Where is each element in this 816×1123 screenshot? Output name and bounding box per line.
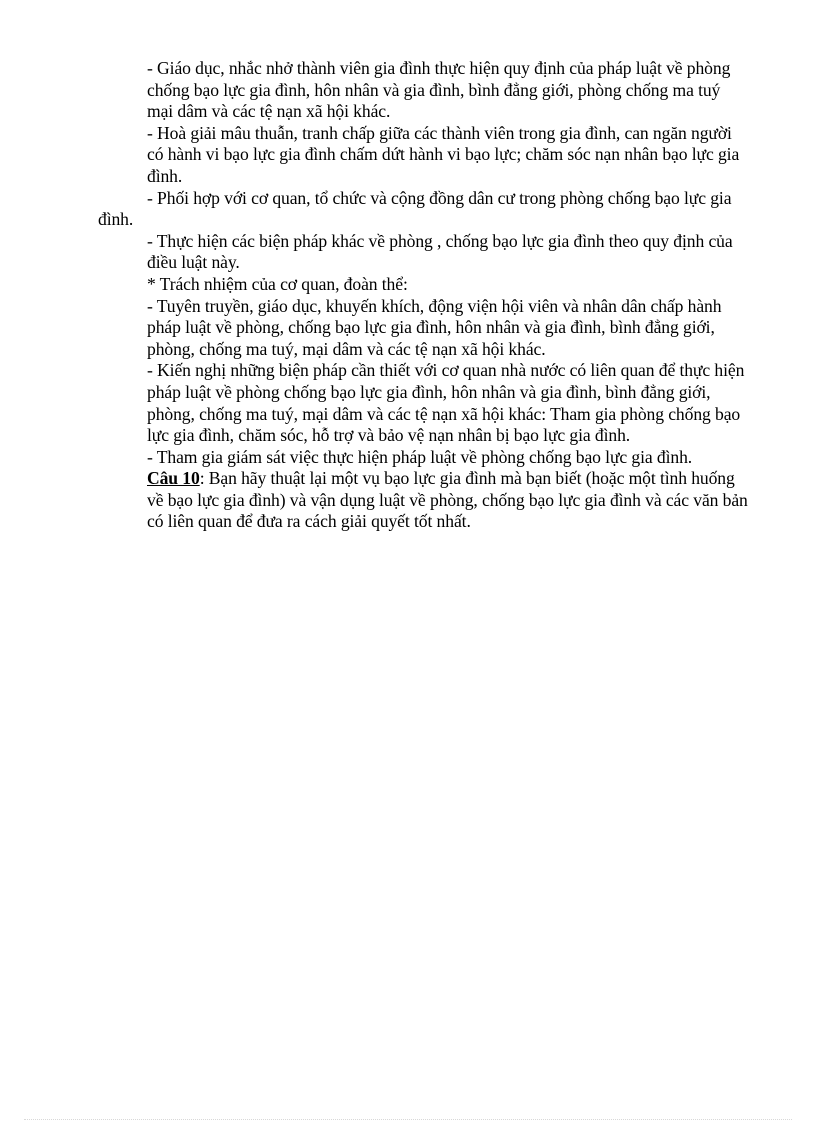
paragraph-propaganda: - Tuyên truyền, giáo dục, khuyến khích, động viện hội viên và nhân dân chấp hành pháp luật về phòng, chống bạo lực gia đình, hôn nhân và gia đình, bình đẳng giới, phòng, chống ma tuý, mại dâm và các tệ nạn xã hội khác.: [147, 295, 722, 359]
section-heading-agency-responsibility: * Trách nhiệm của cơ quan, đoàn thể:: [147, 273, 408, 294]
paragraph-education: - Giáo dục, nhắc nhở thành viên gia đình thực hiện quy định của pháp luật về phòng chống bạo lực gia đình, hôn nhân và gia đình, bình đẳng giới, phòng chống ma tuý mại dâm và các tệ nạn xã hội khác.: [147, 58, 731, 122]
paragraph-coordination: - Phối hợp với cơ quan, tổ chức và cộng đồng dân cư trong phòng chống bạo lực gia đình.: [98, 187, 732, 230]
question-paragraph: [98, 468, 748, 533]
paragraph-other-measures: - Thực hiện các biện pháp khác về phòng , chống bạo lực gia đình theo quy định của điều luật này.: [147, 230, 733, 273]
question-label: Câu 10: [147, 468, 200, 489]
document-body: [98, 58, 748, 533]
paragraph-mediation: - Hoà giải mâu thuẫn, tranh chấp giữa các thành viên trong gia đình, can ngăn người có hành vi bạo lực gia đình chấm dứt hành vi bạo lực; chăm sóc nạn nhân bạo lực gia đình.: [147, 122, 740, 186]
paragraph-supervision: - Tham gia giám sát việc thực hiện pháp luật về phòng chống bạo lực gia đình.: [147, 446, 693, 467]
page-bottom-divider: [24, 1119, 792, 1120]
question-text: : Bạn hãy thuật lại một vụ bạo lực gia đình mà bạn biết (hoặc một tình huống về bạo lực gia đình) và vận dụng luật về phòng, chống bạo lực gia đình và các văn bản có liên quan để đưa ra cách giải quyết tốt nhất.: [147, 468, 748, 532]
paragraph-recommendations: - Kiến nghị những biện pháp cần thiết với cơ quan nhà nước có liên quan để thực hiện pháp luật về phòng chống bạo lực gia đình, hôn nhân và gia đình, bình đẳng giới, phòng, chống ma tuý, mại dâm và các tệ nạn xã hội khác: Tham gia phòng chống bạo lực gia đình, chăm sóc, hỗ trợ và bảo vệ nạn nhân bị bạo lực gia đình.: [147, 360, 745, 446]
